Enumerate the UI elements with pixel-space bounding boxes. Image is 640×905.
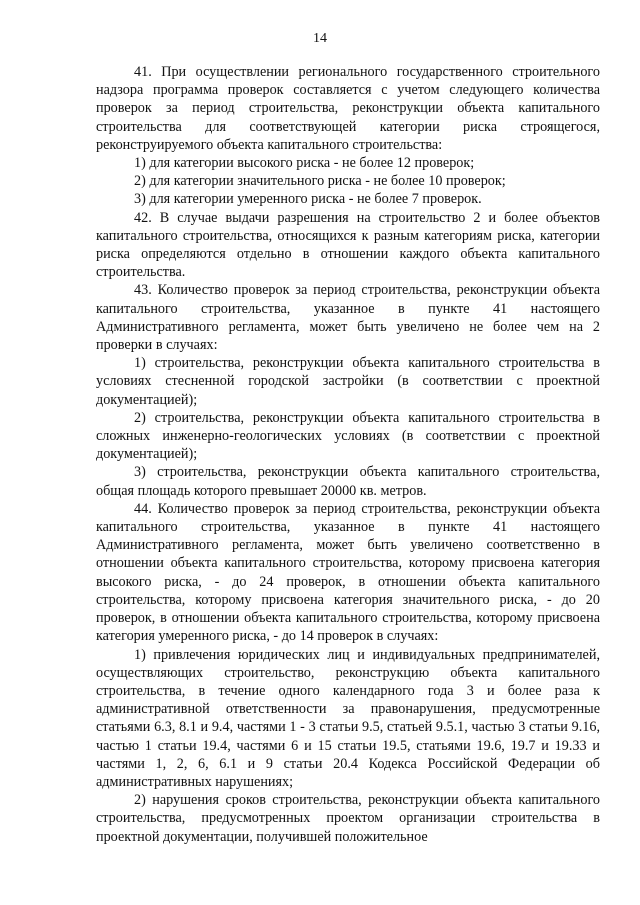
paragraph-44: 44. Количество проверок за период строительства, реконструкции объекта капитального строительства, указанное в пункте 41 настоящего Административного регламента, может быть увеличено соответственно в отношении объекта капитального строительства, которому присвоена категория высокого риска, - до 24 проверок, в отношении объекта капитального строительства, которому присвоена категория значительного риска, - до 20 проверок, в отношении объекта капитального строительства, которому присвоена категория умеренного риска, - до 14 проверок в случаях: <box>96 500 600 645</box>
list-item-41-3: 3) для категории умеренного риска - не более 7 проверок. <box>134 191 482 208</box>
document-body <box>96 63 600 846</box>
list-item-41-2: 2) для категории значительного риска - не более 10 проверок; <box>134 173 506 190</box>
paragraph-41: 41. При осуществлении регионального государственного строительного надзора программа проверок составляется с учетом следующего количества проверок за период строительства, реконструкции объекта капитального строительства для соответствующей категории риска строящегося, реконструируемого объекта капитального строительства: <box>96 64 600 153</box>
list-item-44-1: 1) привлечения юридических лиц и индивидуальных предпринимателей, осуществляющих строительство, реконструкцию объекта капитального строительства, в течение одного календарного года 3 и более раза к административной ответственности за правонарушения, предусмотренные статьями 6.3, 8.1 и 9.4, частями 1 - 3 статьи 9.5, статьей 9.5.1, частью 3 статьи 9.16, частью 1 статьи 19.4, частями 6 и 15 статьи 19.5, статьями 19.6, 19.7 и 19.33 и частями 1, 2, 6, 6.1 и 9 статьи 20.4 Кодекса Российской Федерации об административных нарушениях; <box>96 646 600 790</box>
page-number: 14 <box>313 31 327 46</box>
list-item-43-3: 3) строительства, реконструкции объекта капитального строительства, общая площадь которого превышает 20000 кв. метров. <box>96 464 600 499</box>
paragraph-42: 42. В случае выдачи разрешения на строительство 2 и более объектов капитального строительства, относящихся к разным категориям риска, категории риска определяются отдельно в отношении каждого объекта капитального строительства. <box>96 209 600 281</box>
paragraph-43: 43. Количество проверок за период строительства, реконструкции объекта капитального строительства, указанное в пункте 41 настоящего Административного регламента, может быть увеличено не более чем на 2 проверки в случаях: <box>96 282 600 354</box>
list-item-43-1: 1) строительства, реконструкции объекта капитального строительства в условиях стесненной городской застройки (в соответствии с проектной документацией); <box>96 355 600 408</box>
list-item-43-2: 2) строительства, реконструкции объекта капитального строительства в сложных инженерно-геологических условиях (в соответствии с проектной документацией); <box>96 409 600 463</box>
list-item-44-2: 2) нарушения сроков строительства, реконструкции объекта капитального строительства, предусмотренных проектом организации строительства в проектной документации, получившей положительное <box>96 792 600 845</box>
list-item-41-1: 1) для категории высокого риска - не более 12 проверок; <box>134 155 475 172</box>
